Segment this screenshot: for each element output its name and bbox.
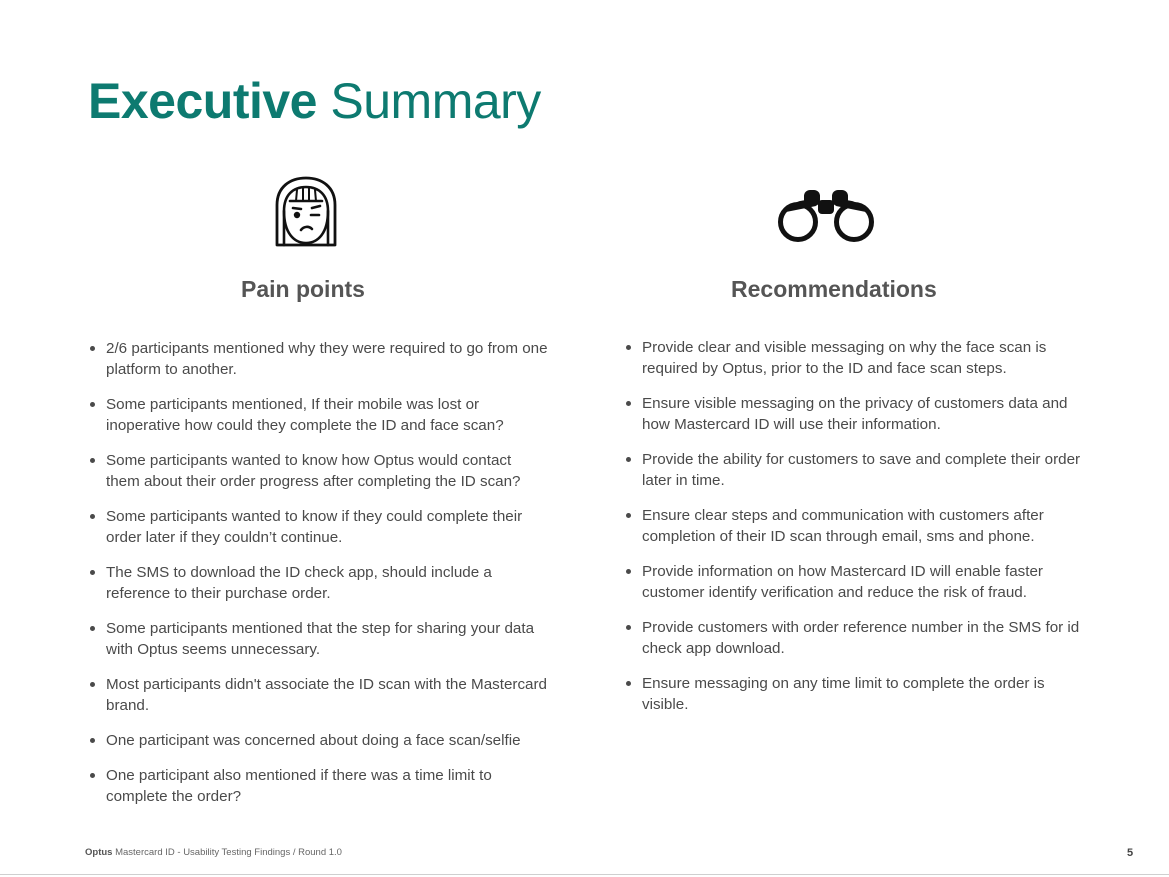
page-title bbox=[88, 74, 541, 129]
list-item: Ensure clear steps and communication with customers after completion of their ID scan through email, sms and phone. bbox=[624, 505, 1084, 547]
pain-points-section bbox=[88, 170, 558, 805]
list-item: One participant also mentioned if there was a time limit to complete the order? bbox=[88, 765, 548, 807]
list-item: Some participants mentioned that the step for sharing your data with Optus seems unnecessary. bbox=[88, 618, 548, 660]
recommendations-list bbox=[624, 337, 1084, 729]
recommendations-heading: Recommendations bbox=[731, 276, 937, 302]
list-item: Provide the ability for customers to save and complete their order later in time. bbox=[624, 449, 1084, 491]
pain-points-list bbox=[88, 338, 548, 821]
binoculars-icon bbox=[776, 184, 876, 244]
footer-brand: Optus bbox=[85, 847, 113, 858]
recommendations-icon-wrap bbox=[624, 170, 1094, 252]
page-number: 5 bbox=[1127, 847, 1134, 859]
footer bbox=[85, 847, 342, 858]
list-item: Ensure visible messaging on the privacy of customers data and how Mastercard ID will use their information. bbox=[624, 393, 1084, 435]
list-item: Some participants wanted to know if they could complete their order later if they couldn’t continue. bbox=[88, 506, 548, 548]
recommendations-section bbox=[624, 170, 1094, 713]
list-item: One participant was concerned about doing a face scan/selfie bbox=[88, 730, 548, 751]
list-item: 2/6 participants mentioned why they were required to go from one platform to another. bbox=[88, 338, 548, 380]
list-item: Some participants wanted to know how Optus would contact them about their order progress after completing the ID scan? bbox=[88, 450, 548, 492]
list-item: The SMS to download the ID check app, should include a reference to their purchase order. bbox=[88, 562, 548, 604]
list-item: Some participants mentioned, If their mobile was lost or inoperative how could they complete the ID and face scan? bbox=[88, 394, 548, 436]
confused-person-icon bbox=[271, 175, 341, 249]
title-light: Summary bbox=[330, 73, 541, 129]
list-item: Provide clear and visible messaging on why the face scan is required by Optus, prior to the ID and face scan steps. bbox=[624, 337, 1084, 379]
list-item: Provide customers with order reference number in the SMS for id check app download. bbox=[624, 617, 1084, 659]
title-bold: Executive bbox=[88, 73, 317, 129]
footer-text: Mastercard ID - Usability Testing Findings / Round 1.0 bbox=[115, 847, 342, 858]
pain-points-heading: Pain points bbox=[241, 276, 365, 302]
list-item: Provide information on how Mastercard ID will enable faster customer identify verification and reduce the risk of fraud. bbox=[624, 561, 1084, 603]
bottom-divider bbox=[0, 874, 1169, 875]
list-item: Most participants didn't associate the ID scan with the Mastercard brand. bbox=[88, 674, 548, 716]
pain-points-icon-wrap bbox=[88, 170, 558, 252]
list-item: Ensure messaging on any time limit to complete the order is visible. bbox=[624, 673, 1084, 715]
